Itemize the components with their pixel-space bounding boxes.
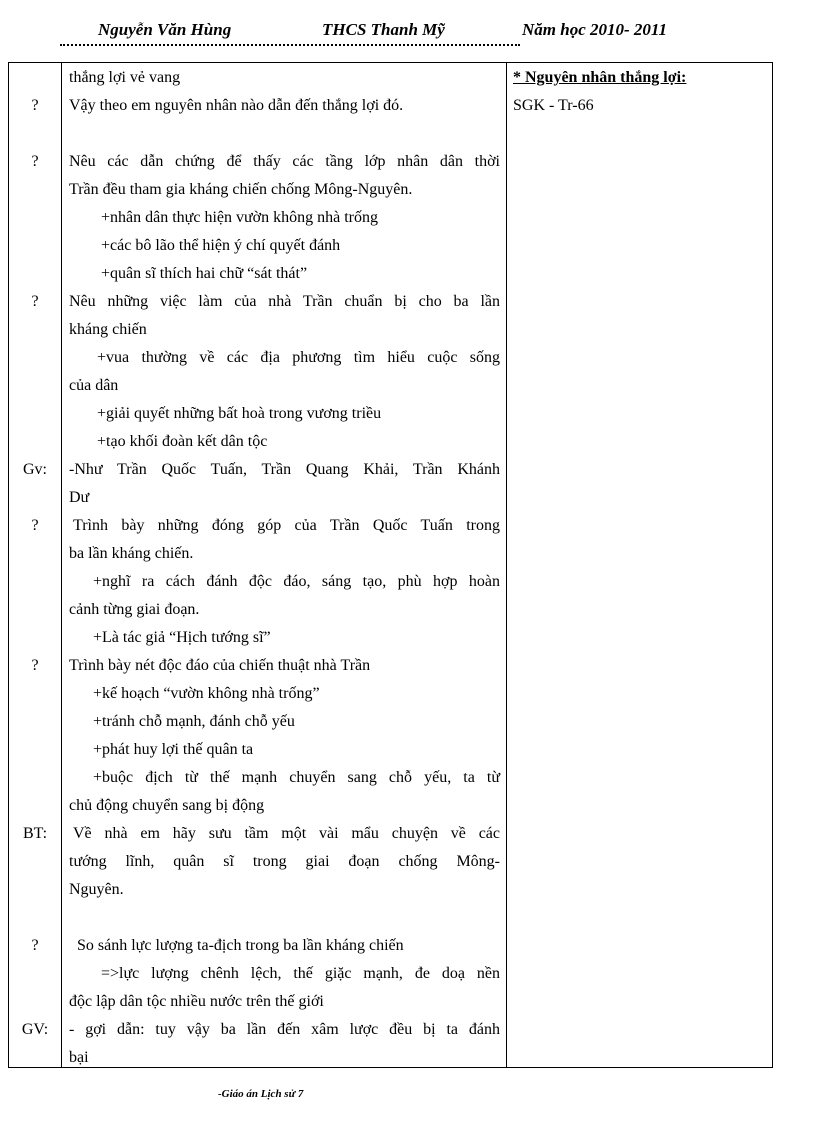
row-text: thắng lợi vẻ vang bbox=[69, 69, 181, 86]
table-row bbox=[9, 1016, 506, 1044]
row-text: Trình bày nét độc đáo của chiến thuật nhà Trần bbox=[69, 657, 371, 674]
table-row bbox=[9, 64, 506, 92]
table-row bbox=[9, 680, 506, 708]
notes-heading: * Nguyên nhân thắng lợi: bbox=[513, 69, 687, 86]
table-row bbox=[9, 400, 506, 428]
row-text: cảnh từng giai đoạn. bbox=[69, 601, 200, 618]
row-text: +vua thường về các địa phương tìm hiểu cuộc sống bbox=[97, 349, 500, 366]
lesson-rows bbox=[9, 64, 506, 1072]
table-row bbox=[9, 568, 506, 596]
table-row bbox=[9, 176, 506, 204]
table-row bbox=[9, 204, 506, 232]
row-text: +Là tác giả “Hịch tướng sĩ” bbox=[93, 629, 271, 646]
row-text: +nghĩ ra cách đánh độc đáo, sáng tạo, phù hợp hoàn bbox=[93, 573, 500, 590]
table-row bbox=[9, 512, 506, 540]
table-row bbox=[9, 316, 506, 344]
row-marker: ? bbox=[31, 153, 39, 170]
row-text: +phát huy lợi thế quân ta bbox=[93, 741, 254, 758]
table-row bbox=[9, 148, 506, 176]
row-marker: ? bbox=[31, 657, 39, 674]
table-row bbox=[9, 260, 506, 288]
table-row bbox=[9, 988, 506, 1016]
row-text: của dân bbox=[69, 377, 119, 394]
row-text: Trình bày những đóng góp của Trần Quốc Tuấn trong bbox=[73, 517, 500, 534]
table-row bbox=[9, 736, 506, 764]
notes-reference: SGK - Tr-66 bbox=[513, 97, 594, 114]
row-text: +tạo khối đoàn kết dân tộc bbox=[97, 433, 268, 450]
row-text: Trần đều tham gia kháng chiến chống Mông-Nguyên. bbox=[69, 181, 413, 198]
row-text: Nêu những việc làm của nhà Trần chuẩn bị cho ba lần bbox=[69, 293, 500, 310]
table-row bbox=[9, 708, 506, 736]
table-row bbox=[9, 596, 506, 624]
table-row bbox=[9, 232, 506, 260]
row-text: +nhân dân thực hiện vườn không nhà trống bbox=[101, 209, 378, 226]
row-text: +kế hoạch “vườn không nhà trống” bbox=[93, 685, 320, 702]
lesson-table bbox=[8, 62, 773, 1068]
row-text: =>lực lượng chênh lệch, thế giặc mạnh, đe doạ nền bbox=[101, 965, 500, 982]
table-row bbox=[9, 372, 506, 400]
row-text: tướng lĩnh, quân sĩ trong giai đoạn chống Mông- bbox=[69, 853, 500, 870]
row-text: độc lập dân tộc nhiều nước trên thế giới bbox=[69, 993, 324, 1010]
table-row bbox=[9, 932, 506, 960]
page-footer: -Giáo án Lịch sử 7 bbox=[218, 1088, 304, 1100]
row-text: Nguyên. bbox=[69, 881, 124, 898]
row-text: ba lần kháng chiến. bbox=[69, 545, 194, 562]
header-school-year: Năm học 2010- 2011 bbox=[522, 20, 667, 39]
row-text: bại bbox=[69, 1049, 89, 1066]
row-text: +các bô lão thể hiện ý chí quyết đánh bbox=[101, 237, 341, 254]
header-author: Nguyễn Văn Hùng bbox=[98, 20, 232, 39]
table-row bbox=[9, 764, 506, 792]
table-row bbox=[9, 1044, 506, 1072]
table-row bbox=[9, 876, 506, 904]
row-text: +tránh chỗ mạnh, đánh chỗ yếu bbox=[93, 713, 295, 730]
row-marker: ? bbox=[31, 97, 39, 114]
table-row bbox=[9, 344, 506, 372]
row-marker: ? bbox=[31, 937, 39, 954]
table-row bbox=[9, 456, 506, 484]
table-row bbox=[9, 848, 506, 876]
table-row bbox=[9, 92, 506, 120]
row-text: So sánh lực lượng ta-địch trong ba lần kháng chiến bbox=[77, 937, 404, 954]
table-row bbox=[9, 120, 506, 148]
table-row bbox=[9, 820, 506, 848]
row-text: +buộc địch từ thế mạnh chuyển sang chỗ yếu, ta từ bbox=[93, 769, 500, 786]
row-text: Nêu các dẫn chứng để thấy các tầng lớp nhân dân thời bbox=[69, 153, 500, 170]
header-dotted-rule bbox=[60, 44, 520, 46]
row-text: - gợi dẫn: tuy vậy ba lần đến xâm lược đều bị ta đánh bbox=[69, 1021, 500, 1038]
header-school: THCS Thanh Mỹ bbox=[322, 20, 445, 39]
row-text: +giải quyết những bất hoà trong vương triều bbox=[97, 405, 382, 422]
table-row bbox=[9, 540, 506, 568]
row-marker: GV: bbox=[21, 1021, 49, 1038]
table-row bbox=[9, 624, 506, 652]
row-text: chủ động chuyển sang bị động bbox=[69, 797, 265, 814]
table-row bbox=[9, 792, 506, 820]
table-row bbox=[9, 904, 506, 932]
table-row bbox=[9, 428, 506, 456]
row-marker: ? bbox=[31, 517, 39, 534]
row-text: +quân sĩ thích hai chữ “sát thát” bbox=[101, 265, 308, 282]
row-text: -Như Trần Quốc Tuấn, Trần Quang Khải, Trần Khánh bbox=[69, 461, 500, 478]
table-row bbox=[9, 484, 506, 512]
row-text: Dư bbox=[69, 489, 90, 506]
notes-column bbox=[513, 64, 768, 120]
column-divider-right bbox=[506, 63, 507, 1067]
table-row bbox=[9, 288, 506, 316]
table-row bbox=[9, 960, 506, 988]
row-marker: BT: bbox=[22, 825, 48, 842]
row-marker: ? bbox=[31, 293, 39, 310]
row-text: kháng chiến bbox=[69, 321, 147, 338]
row-text: Về nhà em hãy sưu tầm một vài mẩu chuyện về các bbox=[73, 825, 500, 842]
row-text: Vậy theo em nguyên nhân nào dẫn đến thắng lợi đó. bbox=[69, 97, 404, 114]
row-marker: Gv: bbox=[23, 461, 47, 478]
table-row bbox=[9, 652, 506, 680]
